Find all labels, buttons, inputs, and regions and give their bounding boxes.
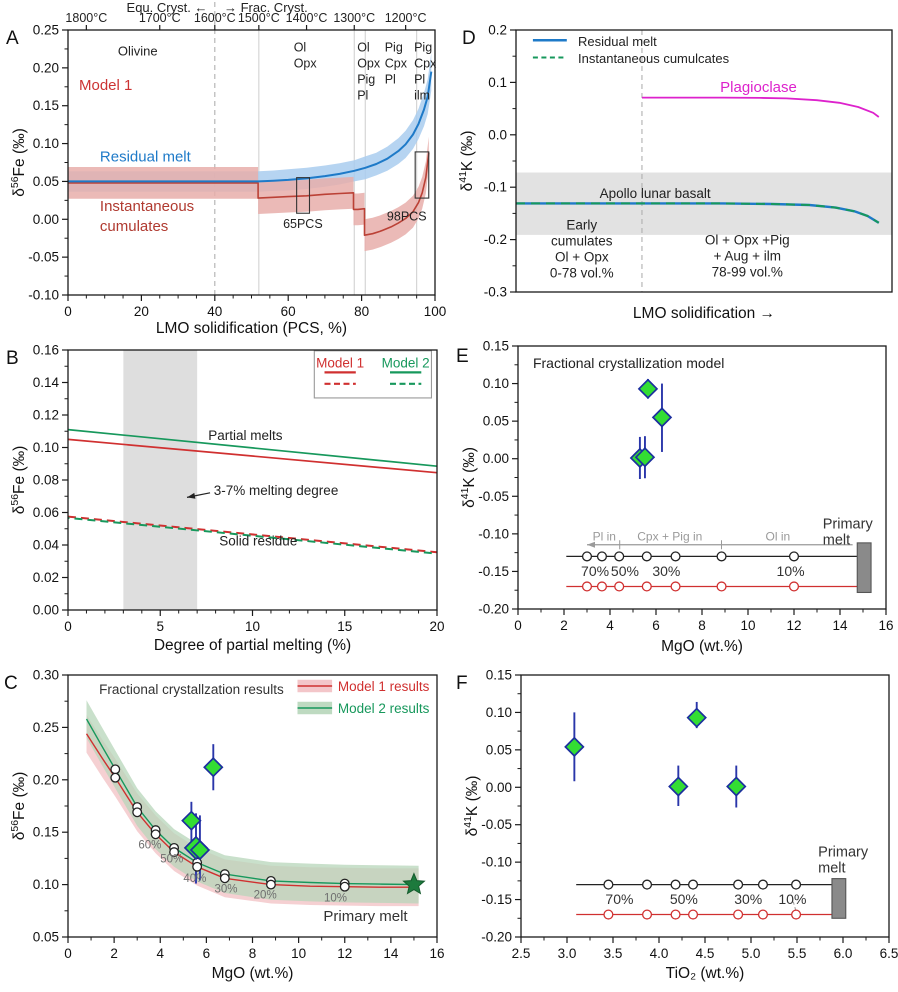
- y-tick-label: 0.15: [32, 98, 59, 114]
- black-line-steps-marker: [790, 552, 799, 561]
- x-tick-label: 12: [337, 946, 353, 961]
- x-tick-label: 0: [64, 619, 72, 634]
- y-tick-label: -0.3: [483, 284, 507, 300]
- annotation: Model 2: [381, 355, 430, 371]
- annotation: Plagioclase: [720, 79, 797, 97]
- x-tick-label: 5.5: [787, 946, 807, 961]
- y-axis-label: $\delta^{56}Fe$ (‰): [9, 771, 28, 841]
- primary-melt-box: [832, 879, 846, 919]
- x-tick-label: 100: [423, 304, 447, 319]
- x-tick-label: 0: [514, 618, 522, 633]
- y-tick-label: 0.10: [32, 440, 59, 455]
- panel-d-chart: [457, 23, 892, 323]
- annotation: Early cumulates Ol + Opx 0-78 vol.%: [549, 217, 614, 281]
- x-tick-label: 12: [786, 618, 802, 633]
- annotation: Pl in: [592, 529, 616, 544]
- top-axis-label: 1400°C: [285, 11, 328, 25]
- y-tick-label: 0.10: [32, 877, 59, 893]
- annotation: Instantaneous cumulates: [99, 197, 195, 235]
- panel-letter: C: [4, 673, 18, 694]
- y-tick-label: 0.15: [32, 824, 59, 840]
- panel-letter: A: [6, 28, 19, 49]
- panel-e-chart: [456, 339, 894, 656]
- black-line-steps-marker: [643, 880, 652, 889]
- annotation: 40%: [183, 873, 207, 886]
- y-tick-label: 0.05: [482, 413, 509, 429]
- y-tick-label: 0.2: [488, 22, 507, 38]
- y-tick-label: -0.15: [481, 892, 512, 908]
- black-line-steps-marker: [734, 880, 743, 889]
- annotation: 3-7% melting degree: [213, 482, 339, 498]
- panel-letter: D: [462, 28, 476, 49]
- panel-a-chart: [6, 0, 446, 337]
- y-tick-label: -0.05: [478, 488, 509, 504]
- y-tick-label: 0.10: [485, 704, 512, 720]
- annotation: Partial melts: [208, 428, 283, 444]
- y-axis-label: $\delta^{41}K$ (‰): [462, 775, 481, 837]
- annotation: 10%: [324, 892, 348, 905]
- x-tick-label: 6.0: [833, 946, 853, 961]
- y-tick-label: 0.20: [32, 772, 59, 788]
- x-tick-label: 2: [110, 946, 118, 961]
- top-axis-label: 1600°C: [193, 11, 236, 25]
- y-axis-label: $\delta^{41}K$ (‰): [457, 130, 476, 192]
- top-axis-label: 1800°C: [65, 11, 108, 25]
- top-axis-label: 1200°C: [384, 11, 427, 25]
- red-line-steps-marker: [671, 582, 680, 591]
- model1-steps-marker: [267, 880, 276, 889]
- annotation: Olivine: [117, 43, 158, 59]
- y-tick-label: 0.10: [32, 136, 59, 152]
- model2-band: [87, 700, 419, 903]
- black-line-steps-marker: [583, 552, 592, 561]
- red-line-steps-marker: [734, 910, 743, 919]
- annotation: Model 1 results: [337, 679, 430, 695]
- red-line-steps-marker: [689, 910, 698, 919]
- annotation: 60%: [138, 839, 162, 852]
- annotation: Primary melt: [818, 844, 869, 877]
- x-tick-label: 2: [560, 618, 568, 633]
- y-tick-label: 0.14: [32, 375, 59, 390]
- annotation: Ol in: [765, 529, 791, 544]
- red-line-steps-marker: [604, 910, 613, 919]
- sample-diamonds-marker: [565, 738, 583, 756]
- red-line-steps-marker: [643, 910, 652, 919]
- y-tick-label: -0.05: [481, 817, 512, 833]
- annotation: Cpx + Pig in: [637, 529, 703, 544]
- annotation: Model 1: [316, 355, 365, 371]
- annotation: Model 2 results: [337, 701, 430, 717]
- highlight-band: [123, 350, 197, 610]
- x-tick-label: 20: [133, 304, 149, 319]
- y-tick-label: -0.20: [478, 601, 509, 617]
- black-line-steps-marker: [689, 880, 698, 889]
- sample-diamonds-marker: [727, 778, 745, 796]
- series-plagioclase: [642, 98, 879, 117]
- annotation: → Frac. Cryst.: [223, 0, 308, 15]
- y-tick-label: 0.15: [485, 667, 512, 683]
- x-tick-label: 8: [698, 618, 706, 633]
- x-tick-label: 14: [383, 946, 399, 961]
- y-tick-label: 0.02: [32, 570, 59, 585]
- y-tick-label: -0.10: [481, 854, 512, 870]
- x-tick-label: 0: [64, 304, 72, 319]
- red-line-steps-marker: [759, 910, 768, 919]
- black-line-steps-marker: [604, 880, 613, 889]
- x-axis-label: MgO (wt.%): [661, 638, 743, 655]
- x-tick-label: 6: [652, 618, 660, 633]
- x-tick-label: 20: [429, 619, 445, 634]
- x-tick-label: 60: [280, 304, 296, 319]
- y-tick-label: 0.10: [482, 376, 509, 392]
- black-line-steps-marker: [671, 552, 680, 561]
- sample-diamonds-marker: [653, 408, 671, 426]
- y-tick-label: 0.00: [485, 779, 512, 795]
- x-axis-label: LMO solidification (PCS, %): [155, 320, 348, 337]
- annotation: Ol + Opx +Pig + Aug + ilm 78-99 vol.%: [704, 232, 790, 280]
- primary-melt-box: [857, 543, 871, 593]
- annotation: Equ. Cryst. ←: [126, 0, 208, 15]
- x-tick-label: 6: [202, 946, 211, 961]
- model1-steps-marker: [133, 808, 142, 817]
- red-line-steps-marker: [717, 582, 726, 591]
- model1-steps-marker: [193, 862, 202, 871]
- annotation: Primary melt: [323, 907, 408, 925]
- x-tick-label: 4.0: [649, 946, 669, 961]
- red-line-steps-marker: [598, 582, 607, 591]
- x-tick-label: 16: [878, 618, 894, 633]
- annotation: 10%: [776, 562, 805, 579]
- sample-diamonds-marker: [688, 709, 706, 727]
- top-axis-label: 1700°C: [138, 11, 181, 25]
- sample-diamonds-marker: [669, 778, 687, 796]
- y-axis-label: $\delta^{56}Fe$ (‰): [9, 445, 28, 515]
- annotation: 70%: [581, 562, 610, 579]
- y-tick-label: 0.05: [485, 742, 512, 758]
- panel-letter: B: [6, 348, 19, 369]
- red-line-steps-marker: [671, 910, 680, 919]
- panel-c-chart: [4, 668, 445, 983]
- annotation: 50%: [610, 562, 639, 579]
- top-axis-label: 1300°C: [333, 11, 376, 25]
- annotation: 30%: [214, 883, 238, 896]
- y-tick-label: 0.05: [32, 929, 59, 945]
- y-tick-label: 0.04: [32, 537, 59, 553]
- panel-b-chart: [6, 343, 445, 655]
- model1-steps-marker: [221, 874, 230, 883]
- x-tick-label: 6.5: [879, 946, 898, 961]
- x-tick-label: 10: [244, 619, 261, 634]
- x-tick-label: 0: [64, 946, 72, 961]
- x-axis-label: MgO (wt.%): [211, 965, 294, 982]
- sample-diamonds-marker: [639, 380, 657, 398]
- annotation: 70%: [605, 891, 634, 908]
- model2-steps-marker: [111, 765, 120, 774]
- y-tick-label: 0.00: [32, 602, 59, 618]
- black-line-steps-marker: [671, 880, 680, 889]
- annotation: Instantaneous cumulcates: [578, 51, 730, 67]
- y-tick-label: 0.05: [32, 173, 59, 189]
- annotation: Primary melt: [822, 516, 873, 549]
- black-line-steps-marker: [717, 552, 726, 561]
- model1-steps-marker: [340, 882, 349, 891]
- panel-letter: E: [456, 346, 469, 367]
- black-line-steps-marker: [598, 552, 607, 561]
- y-tick-label: 0.20: [32, 60, 59, 76]
- x-tick-label: 14: [832, 618, 848, 633]
- annotation: 98PCS: [386, 209, 427, 224]
- annotation: 10%: [778, 891, 807, 908]
- x-tick-label: 4.5: [695, 946, 715, 961]
- sample-diamonds-marker: [182, 812, 200, 830]
- black-line-steps-marker: [615, 552, 624, 561]
- y-tick-label: -0.2: [483, 232, 507, 248]
- y-tick-label: 0.12: [32, 407, 59, 423]
- annotation: 50%: [160, 853, 184, 866]
- red-line-steps-marker: [790, 582, 799, 591]
- annotation: Ol Opx: [293, 40, 317, 71]
- x-tick-label: 10: [740, 618, 756, 633]
- black-line-steps-marker: [759, 880, 768, 889]
- x-axis-label: LMO solidification →: [632, 305, 776, 322]
- y-tick-label: 0.08: [32, 472, 59, 488]
- annotation: 30%: [734, 891, 763, 908]
- y-tick-label: -0.10: [28, 287, 59, 303]
- y-tick-label: 0.0: [488, 127, 507, 143]
- panel-f-chart: [456, 668, 898, 983]
- annotation: Solid residue: [219, 533, 298, 549]
- red-line-steps-marker: [615, 582, 624, 591]
- y-tick-label: -0.1: [483, 179, 507, 195]
- sample-diamonds-marker: [204, 758, 222, 776]
- axes-frame: [518, 346, 886, 609]
- x-tick-label: 3.5: [603, 946, 623, 961]
- annotation: Pig Cpx Pl ilm: [414, 40, 437, 103]
- annotation: 50%: [669, 891, 698, 908]
- y-tick-label: 0.06: [32, 505, 59, 520]
- top-axis-label: 1500°C: [237, 11, 280, 25]
- y-axis-label: $\delta^{56}Fe$ (‰): [9, 128, 28, 197]
- annotation: 20%: [253, 889, 277, 902]
- y-tick-label: -0.05: [28, 249, 59, 265]
- panel-letter: F: [456, 673, 468, 694]
- y-tick-label: -0.15: [478, 563, 509, 579]
- x-tick-label: 15: [337, 619, 353, 634]
- x-tick-label: 5.0: [741, 946, 761, 961]
- model1-steps-marker: [151, 830, 160, 839]
- y-axis-label: $\delta^{41}K$ (‰): [459, 447, 478, 508]
- x-tick-label: 80: [354, 304, 370, 319]
- black-line-steps-marker: [642, 552, 651, 561]
- x-tick-label: 16: [429, 946, 445, 961]
- x-tick-label: 4: [156, 946, 165, 961]
- annotation: Residual melt: [99, 148, 191, 166]
- red-line-steps-marker: [583, 582, 592, 591]
- y-tick-label: 0.25: [32, 22, 59, 38]
- y-tick-label: 0.16: [32, 342, 59, 358]
- y-tick-label: -0.10: [478, 526, 509, 542]
- y-tick-label: -0.20: [481, 929, 512, 945]
- x-tick-label: 40: [207, 304, 223, 319]
- annotation: 65PCS: [283, 217, 323, 232]
- annotation: Model 1: [79, 76, 133, 94]
- annotation: 30%: [652, 562, 681, 579]
- red-line-steps-marker: [642, 582, 651, 591]
- x-tick-label: 10: [291, 946, 307, 961]
- y-tick-label: 0.1: [488, 74, 507, 90]
- x-tick-label: 5: [156, 619, 165, 634]
- x-tick-label: 8: [248, 946, 257, 961]
- annotation: Ol Opx Pig Pl: [357, 40, 381, 103]
- x-tick-label: 2.5: [511, 946, 531, 961]
- x-axis-label: Degree of partial melting (%): [153, 637, 352, 654]
- annotation: Fractional crystallzation results: [99, 681, 284, 697]
- x-tick-label: 3.0: [557, 946, 577, 961]
- annotation: Residual melt: [578, 33, 657, 49]
- annotation: Apollo lunar basalt: [599, 186, 711, 202]
- x-axis-label: TiO₂ (wt.%): [665, 965, 745, 982]
- red-line-steps-marker: [792, 910, 801, 919]
- y-tick-label: 0.00: [32, 211, 59, 227]
- model1-steps-marker: [111, 773, 120, 782]
- y-tick-label: 0.15: [482, 338, 509, 354]
- x-tick-label: 4: [606, 618, 614, 633]
- y-tick-label: 0.00: [482, 451, 509, 467]
- black-line-steps-marker: [792, 880, 801, 889]
- y-tick-label: 0.25: [32, 719, 59, 735]
- annotation: Fractional crystallization model: [532, 354, 725, 371]
- annotation: Pig Cpx Pl: [384, 40, 407, 87]
- y-tick-label: 0.30: [32, 667, 59, 683]
